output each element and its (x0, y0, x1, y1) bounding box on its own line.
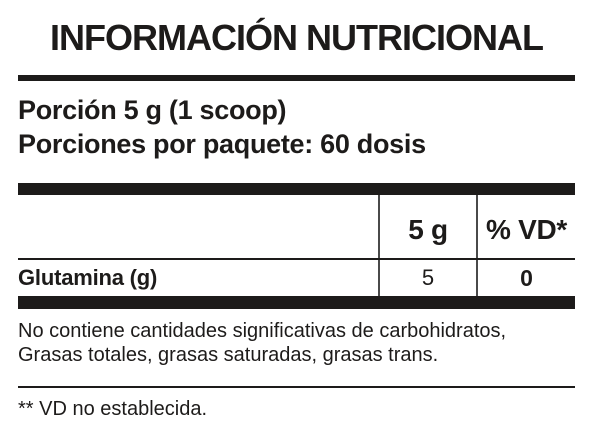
footnote-text: ** VD no establecida. (18, 398, 208, 420)
panel-title: INFORMACIÓN NUTRICIONAL (50, 17, 543, 58)
header-amount-cell (378, 195, 476, 258)
nutrient-dv-value: 0 (520, 264, 533, 291)
nutrient-name: Glutamina (g) (18, 265, 158, 290)
disclaimer-line-1: No contiene cantidades significativas de carbohidratos, (18, 320, 507, 342)
disclaimer-text (18, 319, 575, 367)
table-bottom-bar (18, 296, 575, 309)
nutrient-dv-cell (476, 260, 575, 296)
nutrition-table (18, 195, 575, 296)
table-top-bar (18, 183, 575, 195)
amount-column-header: 5 g (408, 213, 448, 245)
table-row-glutamina (18, 260, 575, 296)
table-header-row (18, 195, 575, 260)
footnote-divider-rule (18, 386, 575, 388)
servings-per-package-line: Porciones por paquete: 60 dosis (18, 129, 426, 159)
nutrient-amount-cell (378, 260, 476, 296)
header-dv-cell (476, 195, 575, 258)
dv-column-header: % VD* (486, 213, 567, 245)
disclaimer-line-2: Grasas totales, grasas saturadas, grasas trans. (18, 344, 439, 366)
serving-size-line: Porción 5 g (1 scoop) (18, 95, 287, 125)
title-divider-bar (18, 75, 575, 81)
nutrient-amount-value: 5 (421, 265, 435, 290)
nutrient-name-cell (18, 265, 378, 291)
